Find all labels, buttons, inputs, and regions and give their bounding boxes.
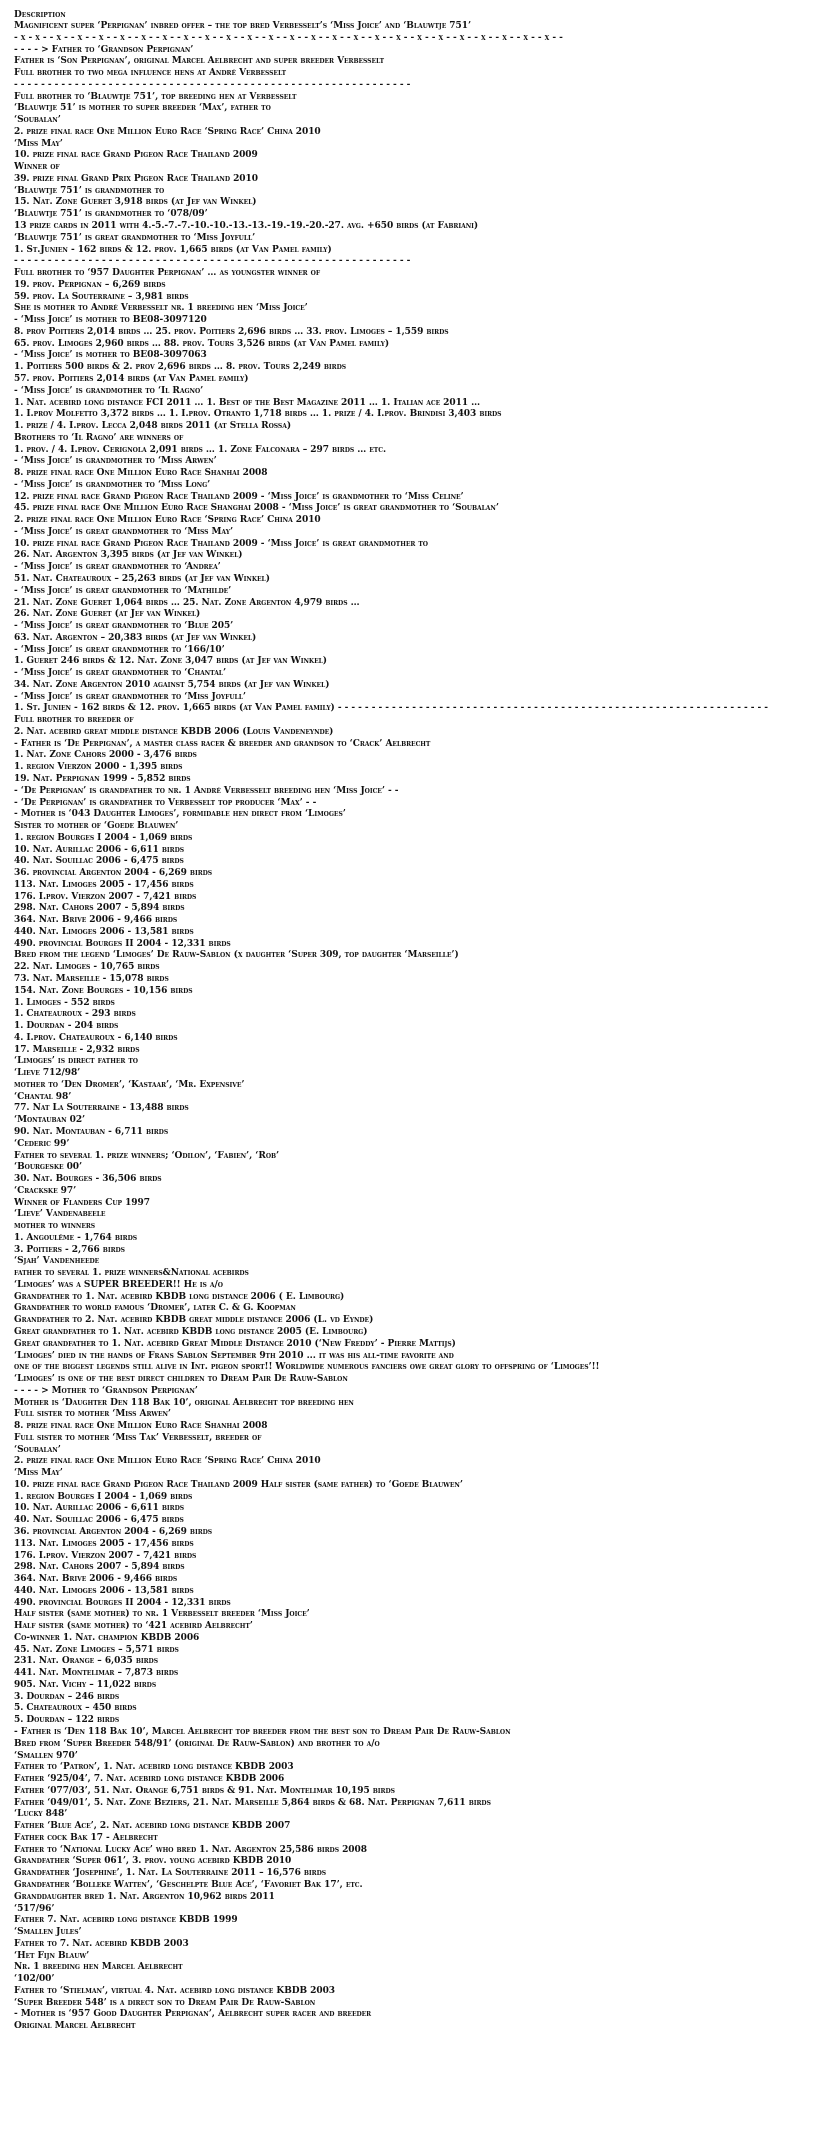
description-line: Father ‘049/01’, 5. Nat. Zone Beziers, 21. Nat. Marseille 5,864 birds & 68. Nat. Perpignan 7,611 birds	[14, 1797, 491, 1808]
description-line: 1. region Bourges I 2004 - 1,069 birds	[14, 832, 193, 843]
description-line: 441. Nat. Montelimar – 7,873 birds	[14, 1668, 179, 1679]
description-line: Father is ‘Son Perpignan’, original Marcel Aelbrecht and super breeder Verbesselt	[14, 56, 385, 67]
description-line: ‘Cederic 99’	[14, 1138, 70, 1149]
description-line: Father 7. Nat. acebird long distance KBDB 1999	[14, 1915, 238, 1926]
description-line: 10. Nat. Aurillac 2006 - 6,611 birds	[14, 1503, 185, 1514]
description-line: 2. prize final race One Million Euro Race ‘Spring Race’ China 2010	[14, 1456, 321, 1467]
description-line: 2. Nat. acebird great middle distance KBDB 2006 (Louis Vandeneynde)	[14, 726, 334, 737]
description-line: - Mother is ‘043 Daughter Limoges’, formidable hen direct from ‘Limoges’	[14, 809, 346, 820]
description-line: Grandfather to 1. Nat. acebird KBDB long distance 2006 ( E. Limbourg)	[14, 1291, 345, 1302]
description-line: 21. Nat. Zone Gueret 1,064 birds … 25. Nat. Zone Argenton 4,979 birds …	[14, 597, 360, 608]
description-line: Winner of	[14, 162, 60, 173]
description-line: - - - - - - - - - - - - - - - - - - - - - - - - - - - - - - - - - - - - - - - - - - - - - - - - - - - - - - - - - - -	[14, 256, 411, 267]
description-line: 490. provincial Bourges II 2004 - 12,331 birds	[14, 938, 231, 949]
description-line: 1. region Bourges I 2004 - 1,069 birds	[14, 1491, 193, 1502]
description-line: 1. Poitiers 500 birds & 2. prov 2,696 birds … 8. prov. Tours 2,249 birds	[14, 362, 347, 373]
description-line: 40. Nat. Souillac 2006 - 6,475 birds	[14, 856, 184, 867]
description-line: Nr. 1 breeding hen Marcel Aelbrecht	[14, 1962, 183, 1973]
description-line: 176. I.prov. Vierzon 2007 - 7,421 birds	[14, 1550, 197, 1561]
description-line: ‘Soubalan’	[14, 1444, 61, 1455]
description-line: 1. Limoges - 552 birds	[14, 997, 115, 1008]
description-line: 30. Nat. Bourges - 36,506 birds	[14, 1174, 162, 1185]
description-line: 45. prize final race One Million Euro Race Shanghai 2008 - ‘Miss Joice’ is great grandmother to ‘Soubalan’	[14, 503, 499, 514]
description-line: 1. region Vierzon 2000 - 1,395 birds	[14, 762, 183, 773]
description-line: Father to ‘National Lucky Ace’ who bred 1. Nat. Argenton 25,586 birds 2008	[14, 1844, 367, 1855]
description-line: - ‘Miss Joice’ is grandmother to ‘Miss Long’	[14, 479, 211, 490]
description-line: 364. Nat. Brive 2006 - 9,466 birds	[14, 1574, 178, 1585]
description-line: 1. prov. / 4. I.prov. Cerignola 2,091 birds … 1. Zone Falconara – 297 birds … etc.	[14, 444, 387, 455]
description-line: - Mother is ‘957 Good Daughter Perpignan’, Aelbrecht super racer and breeder	[14, 2009, 372, 2020]
description-line: Original Marcel Aelbrecht	[14, 2021, 136, 2032]
description-line: - ‘Miss Joice’ is great grandmother to ‘Mathilde’	[14, 585, 232, 596]
description-line: 36. provincial Argenton 2004 - 6,269 birds	[14, 868, 213, 879]
description-line: 10. prize final race Grand Pigeon Race Thailand 2009 - ‘Miss Joice’ is great grandmother to	[14, 538, 428, 549]
description-line: 12. prize final race Grand Pigeon Race Thailand 2009 - ‘Miss Joice’ is grandmother to ‘Miss Celine’	[14, 491, 464, 502]
description-line: 2. prize final race One Million Euro Race ‘Spring Race’ China 2010	[14, 515, 321, 526]
description-line: ‘Blauwtje 751’ is grandmother to	[14, 185, 165, 196]
description-line: 1. prize / 4. I.prov. Lecca 2,048 birds 2011 (at Stella Rossa)	[14, 421, 292, 432]
description-line: ‘Lucky 848’	[14, 1809, 68, 1820]
description-line: 1. Chateauroux - 293 birds	[14, 1009, 136, 1020]
description-line: Full sister to mother ‘Miss Arwen’	[14, 1409, 171, 1420]
description-line: 10. prize final race Grand Pigeon Race Thailand 2009 Half sister (same father) to ‘Goede Blauwen’	[14, 1479, 463, 1490]
description-line: Sister to mother of ‘Goede Blauwen’	[14, 821, 179, 832]
description-line: Grandfather to world famous ‘Dromer’, later C. & G. Koopman	[14, 1303, 296, 1314]
description-line: 2. prize final race One Million Euro Race ‘Spring Race’ China 2010	[14, 126, 321, 137]
description-line: 3. Poitiers - 2,766 birds	[14, 1244, 125, 1255]
description-line: - - - - - - - - - - - - - - - - - - - - - - - - - - - - - - - - - - - - - - - - - - - - - - - - - - - - - - - - - - -	[14, 79, 411, 90]
description-line: 15. Nat. Zone Gueret 3,918 birds (at Jef van Winkel)	[14, 197, 257, 208]
description-line: 1. St. Junien - 162 birds & 12. prov. 1,665 birds (at Van Pamel family) - - - - - - - - - - - - - - - - - - - - - - - - - - - - - - - - - - - - - - - - - - - - - - - - - - - - - - - - - - - - - - - -	[14, 703, 768, 714]
description-line: Co-winner 1. Nat. champion KBDB 2006	[14, 1632, 200, 1643]
description-line: 63. Nat. Argenton – 20,383 birds (at Jef van Winkel)	[14, 632, 257, 643]
description-line: 57. prov. Poitiers 2,014 birds (at Van Pamel family)	[14, 373, 249, 384]
description-line: 5. Dourdan – 122 birds	[14, 1715, 120, 1726]
description-line: Father to several 1. prize winners; ‘Odilon’, ‘Fabien’, ‘Rob’	[14, 1150, 280, 1161]
description-line: Grandfather to 2. Nat. acebird KBDB great middle distance 2006 (L. vd Eynde)	[14, 1315, 374, 1326]
description-line: Full brother to ‘Blauwtje 751’, top breeding hen at Verbesselt	[14, 91, 297, 102]
description-line: 1. Nat. Zone Cahors 2000 - 3,476 birds	[14, 750, 197, 761]
description-line: 34. Nat. Zone Argenton 2010 against 5,754 birds (at Jef van Winkel)	[14, 679, 330, 690]
description-line: Full brother to two mega influence hens at André Verbesselt	[14, 68, 287, 79]
description-line: 8. prov Poitiers 2,014 birds … 25. prov. Poitiers 2,696 birds … 33. prov. Limoges – 1,559 birds	[14, 326, 449, 337]
description-line: Half sister (same mother) to nr. 1 Verbesselt breeder ‘Miss Joice’	[14, 1609, 310, 1620]
description-line: 154. Nat. Zone Bourges - 10,156 birds	[14, 985, 193, 996]
description-line: She is mother to André Verbesselt nr. 1 breeding hen ‘Miss Joice’	[14, 303, 308, 314]
description-line: 19. Nat. Perpignan 1999 - 5,852 birds	[14, 774, 191, 784]
description-line: Grandfather ‘Bolleke Watten’, ‘Geschelpte Blue Ace’, ‘Favoriet Bak 17’, etc.	[14, 1879, 363, 1890]
description-line: 39. prize final Grand Prix Pigeon Race Thailand 2010	[14, 173, 258, 184]
description-line: 1. Nat. acebird long distance FCI 2011 … 1. Best of the Best Magazine 2011 … 1. Italian ace 2011 …	[14, 397, 481, 408]
description-line: - Father is ‘De Perpignan’, a master class racer & breeder and grandson to ‘Crack’ Aelbrecht	[14, 738, 431, 749]
description-line: - ‘Miss Joice’ is great grandmother to ‘Miss May’	[14, 526, 234, 537]
description-line: 176. I.prov. Vierzon 2007 - 7,421 birds	[14, 891, 197, 902]
description-line: - ‘De Perpignan’ is grandfather to Verbesselt top producer ‘Max’ - -	[14, 797, 317, 808]
description-line: Grandfather ‘Josephine’, 1. Nat. La Souterraine 2011 – 16,576 birds	[14, 1868, 327, 1879]
description-line: ‘Miss May’	[14, 1468, 63, 1479]
description-line: ‘Sjah’ Vandenheede	[14, 1256, 100, 1267]
description-line: 298. Nat. Cahors 2007 - 5,894 birds	[14, 903, 185, 914]
description-line: 1. I.prov Molfetto 3,372 birds … 1. I.prov. Otranto 1,718 birds … 1. prize / 4. I.prov. Brindisi 3,403 birds	[14, 409, 502, 420]
description-heading: Description	[14, 10, 66, 20]
description-line: Father to 7. Nat. acebird KBDB 2003	[14, 1938, 189, 1949]
description-line: Father cock Bak 17 - Aelbrecht	[14, 1832, 158, 1843]
description-line: 10. prize final race Grand Pigeon Race Thailand 2009	[14, 150, 258, 161]
description-line: Mother is ‘Daughter Den 118 Bak 10’, original Aelbrecht top breeding hen	[14, 1397, 354, 1408]
description-line: ‘Crackske 97’	[14, 1185, 77, 1196]
description-line: Full brother to ‘957 Daughter Perpignan’ … as youngster winner of	[14, 268, 321, 279]
description-line: 22. Nat. Limoges - 10,765 birds	[14, 962, 160, 973]
description-line: Full brother to breeder of	[14, 715, 134, 726]
description-line: 90. Nat. Montauban - 6,711 birds	[14, 1126, 169, 1137]
description-line: 13 prize cards in 2011 with 4.-5.-7.-7.-10.-10.-13.-13.-19.-19.-20.-27. avg. +650 birds (at Fabriani)	[14, 221, 479, 232]
description-line: - ‘Miss Joice’ is great grandmother to ‘Chantal’	[14, 668, 227, 679]
description-line: Great grandfather to 1. Nat. acebird Great Middle Distance 2010 (‘New Freddy’ - Pierre Mattijs)	[14, 1338, 456, 1349]
description-line: ‘Blauwtje 51’ is mother to super breeder ‘Max’, father to	[14, 103, 271, 114]
description-line: Grandfather ‘Super 061’, 3. prov. young acebird KBDB 2010	[14, 1856, 292, 1867]
description-line: 40. Nat. Souillac 2006 - 6,475 birds	[14, 1515, 184, 1526]
description-line: Brothers to ‘Il Ragno’ are winners of	[14, 432, 184, 443]
description-line: ‘Lieve 712/98’	[14, 1068, 81, 1079]
description-line: Half sister (same mother) to ‘421 acebird Aelbrecht’	[14, 1621, 253, 1632]
description-line: 59. prov. La Souterraine – 3,981 birds	[14, 291, 189, 302]
description-line: - ‘Miss Joice’ is mother to BE08-3097120	[14, 315, 207, 326]
description-line: Granddaughter bred 1. Nat. Argenton 10,962 birds 2011	[14, 1891, 275, 1902]
description-line: - ‘Miss Joice’ is grandmother to ‘Miss Arwen’	[14, 456, 217, 467]
description-line: 3. Dourdan – 246 birds	[14, 1691, 120, 1702]
description-line: ‘102/00’	[14, 1974, 55, 1985]
description-line: Magnificent super ‘Perpignan’ inbred offer – the top bred Verbesselt’s ‘Miss Joice’ and ‘Blauwtje 751’	[14, 21, 472, 31]
description-line: ‘Smallen 970’	[14, 1750, 78, 1761]
description-line: 298. Nat. Cahors 2007 - 5,894 birds	[14, 1562, 185, 1573]
description-line: 26. Nat. Zone Gueret (at Jef van Winkel)	[14, 609, 201, 620]
description-line: ‘Blauwtje 751’ is grandmother to ‘078/09’	[14, 209, 208, 220]
description-line: - - - - > Mother to ‘Grandson Perpignan’	[14, 1385, 198, 1396]
description-line: - ‘Miss Joice’ is great grandmother to ‘Miss Joyfull’	[14, 691, 246, 702]
description-line: Father to ‘Stielman’, virtual 4. Nat. acebird long distance KBDB 2003	[14, 1985, 335, 1996]
description-line: 45. Nat. Zone Limoges – 5,571 birds	[14, 1644, 179, 1655]
description-line: 440. Nat. Limoges 2006 - 13,581 birds	[14, 1585, 194, 1596]
description-line: ‘Montauban 02’	[14, 1115, 86, 1126]
description-line: 8. prize final race One Million Euro Race Shanhai 2008	[14, 468, 268, 479]
description-line: 19. prov. Perpignan – 6,269 birds	[14, 279, 166, 290]
description-line: 113. Nat. Limoges 2005 - 17,456 birds	[14, 879, 194, 890]
description-line: father to several 1. prize winners&National acebirds	[14, 1268, 249, 1279]
description-line: 51. Nat. Chateauroux – 25,263 birds (at Jef van Winkel)	[14, 573, 270, 584]
description-line: Father ‘077/03’, 51. Nat. Orange 6,751 birds & 91. Nat. Montelimar 10,195 birds	[14, 1785, 395, 1796]
description-line: ‘Limoges’ is one of the best direct children to Dream Pair De Rauw-Sablon	[14, 1374, 348, 1385]
description-line: 1. Angoulême - 1,764 birds	[14, 1232, 138, 1243]
description-line: - ‘Miss Joice’ is mother to BE08-3097063	[14, 350, 207, 361]
description-line: one of the biggest legends still alive in Int. pigeon sport!! Worldwide numerous fanciers owe great glory to offspring of ‘Limoges’!!	[14, 1362, 600, 1373]
description-line: - x - x - - x - - x - - x - - x - - x - - x - - x - - x - - x - - x - - x - - x - - x - - x - - x - - x - - x - - x - - x - - x - - x - - x - - x - - x - -	[14, 32, 563, 43]
description-line: mother to ‘Den Dromer’, ‘Kastaar’, ‘Mr. Expensive’	[14, 1079, 245, 1090]
description-line: ‘Smallen Jules’	[14, 1927, 82, 1938]
description-line: 440. Nat. Limoges 2006 - 13,581 birds	[14, 926, 194, 937]
description-line: 231. Nat. Orange – 6,035 birds	[14, 1656, 158, 1667]
description-line: ‘Soubalan’	[14, 115, 61, 126]
description-line: Father ‘925/04’, 7. Nat. acebird long distance KBDB 2006	[14, 1774, 285, 1785]
description-line: 10. Nat. Aurillac 2006 - 6,611 birds	[14, 844, 185, 855]
description-line: 1. Dourdan - 204 birds	[14, 1021, 119, 1032]
description-line: Full sister to mother ‘Miss Tak’ Verbesselt, breeder of	[14, 1432, 262, 1443]
description-line: mother to winners	[14, 1221, 96, 1232]
description-line: ‘Super Breeder 548’ is a direct son to Dream Pair De Rauw-Sablon	[14, 1997, 316, 2008]
description-line: - Father is ‘Den 118 Bak 10’, Marcel Aelbrecht top breeder from the best son to Dream Pair De Rauw-Sablon	[14, 1727, 511, 1738]
description-line: ‘Blauwtje 751’ is great grandmother to ‘Miss Joyfull’	[14, 232, 256, 243]
description-line: 8. prize final race One Million Euro Race Shanhai 2008	[14, 1421, 268, 1432]
description-line: - ‘Miss Joice’ is great grandmother to ‘Blue 205’	[14, 621, 234, 632]
description-line: ‘Limoges’ was a SUPER BREEDER!! He is a/o	[14, 1279, 223, 1290]
description-line: Father to ‘Patron’, 1. Nat. acebird long distance KBDB 2003	[14, 1762, 294, 1773]
description-line: 26. Nat. Argenton 3,395 birds (at Jef van Winkel)	[14, 550, 243, 561]
description-line: 364. Nat. Brive 2006 - 9,466 birds	[14, 915, 178, 926]
description-line: ‘517/96’	[14, 1903, 55, 1914]
description-line: - - - - > Father to ‘Grandson Perpignan’	[14, 44, 194, 55]
description-line: ‘Miss May’	[14, 138, 63, 149]
description-body	[14, 21, 826, 2033]
description-line: ‘Lieve’ Vandenabeele	[14, 1209, 106, 1220]
description-line: - ‘De Perpignan’ is grandfather to nr. 1 André Verbesselt breeding hen ‘Miss Joice’ - -	[14, 785, 399, 796]
description-line: - ‘Miss Joice’ is great grandmother to ‘166/10’	[14, 644, 225, 655]
description-line: - ‘Miss Joice’ is great grandmother to ‘Andrea’	[14, 562, 221, 573]
description-line: 905. Nat. Vichy – 11,022 birds	[14, 1679, 157, 1690]
description-line: 5. Chateauroux – 450 birds	[14, 1703, 137, 1714]
description-line: ‘Chantal 98’	[14, 1091, 72, 1102]
description-line: ‘Limoges’ died in the hands of Frans Sablon September 9th 2010 ... it was his all-time favorite and	[14, 1350, 454, 1361]
description-line: 65. prov. Limoges 2,960 birds … 88. prov. Tours 3,526 birds (at Van Pamel family)	[14, 338, 390, 349]
description-line: 113. Nat. Limoges 2005 - 17,456 birds	[14, 1538, 194, 1549]
description-line: Bred from ‘Super Breeder 548/91’ (original De Rauw-Sablon) and brother to a/o	[14, 1738, 380, 1749]
description-line: 17. Marseille - 2,932 birds	[14, 1044, 140, 1055]
description-line: ‘Limoges’ is direct father to	[14, 1056, 138, 1067]
description-line: - ‘Miss Joice’ is grandmother to ‘Il Ragno’	[14, 385, 204, 396]
description-line: Winner of Flanders Cup 1997	[14, 1197, 150, 1208]
description-line: Father ‘Blue Ace’, 2. Nat. acebird long distance KBDB 2007	[14, 1821, 291, 1832]
description-line: Bred from the legend ‘Limoges’ De Rauw-Sablon (x daughter ‘Super 309, top daughter ‘Marseille’)	[14, 950, 459, 961]
description-line: ‘Het Fijn Blauw’	[14, 1950, 90, 1961]
description-line: 73. Nat. Marseille - 15,078 birds	[14, 974, 169, 985]
description-line: 1. Gueret 246 birds & 12. Nat. Zone 3,047 birds (at Jef van Winkel)	[14, 656, 327, 667]
description-line: 1. St.Junien - 162 birds & 12. prov. 1,665 birds (at Van Pamel family)	[14, 244, 332, 255]
description-line: 36. provincial Argenton 2004 - 6,269 birds	[14, 1527, 213, 1537]
description-line: 4. I.prov. Chateauroux - 6,140 birds	[14, 1032, 178, 1043]
description-line: Great grandfather to 1. Nat. acebird KBDB long distance 2005 (E. Limbourg)	[14, 1326, 368, 1337]
description-line: 490. provincial Bourges II 2004 - 12,331 birds	[14, 1597, 231, 1608]
description-line: 77. Nat La Souterraine - 13,488 birds	[14, 1103, 189, 1114]
description-line: ‘Bourgeske 00’	[14, 1162, 83, 1173]
